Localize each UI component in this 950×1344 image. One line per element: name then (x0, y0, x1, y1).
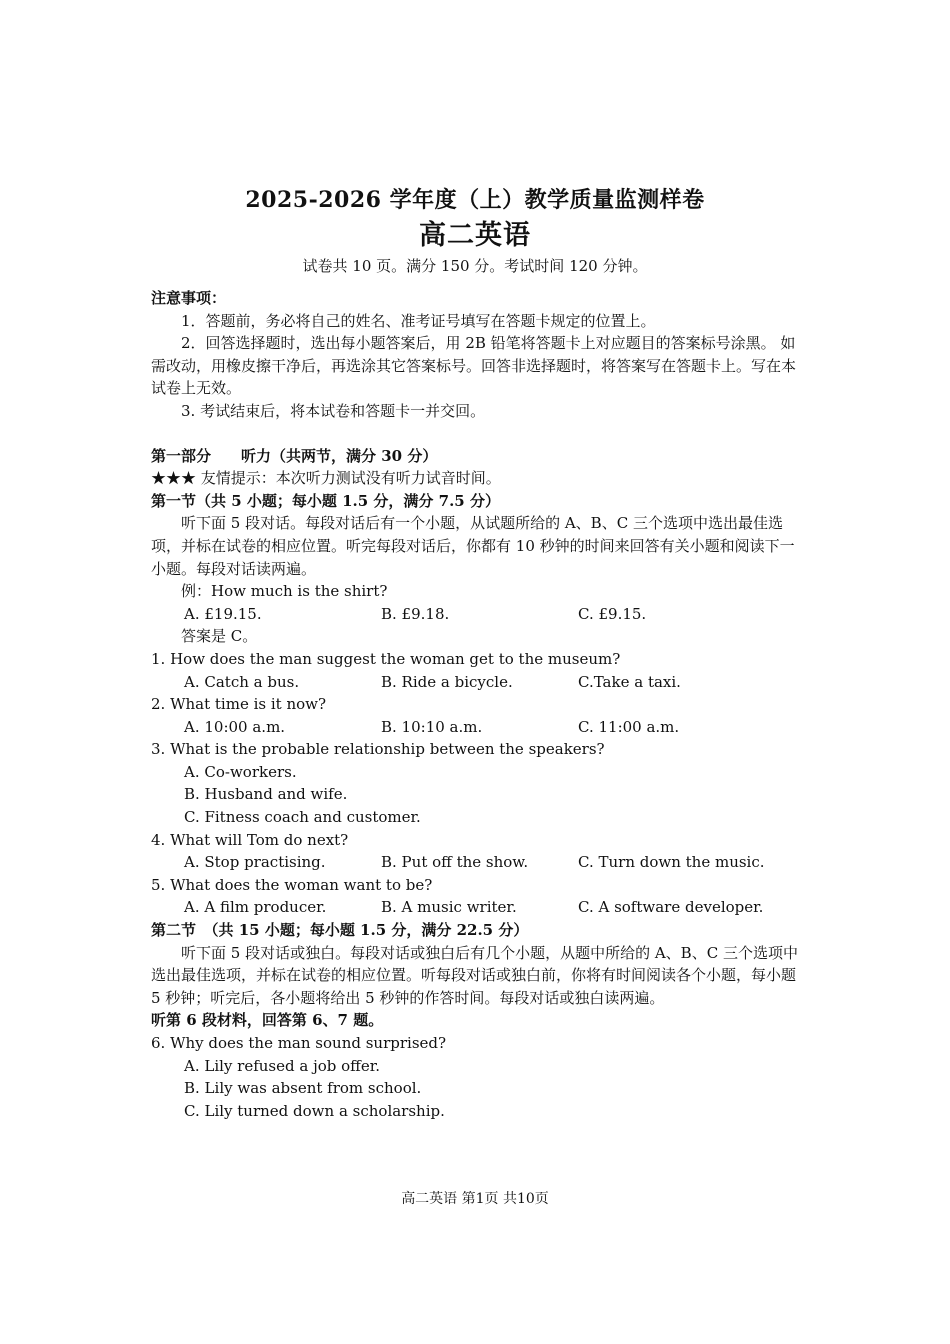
notice-heading: 注意事项： (151, 289, 227, 307)
example-option-c: C. £9.15. (578, 604, 647, 623)
option-c: C. Fitness coach and customer. (184, 808, 421, 827)
example-answer: 答案是 C。 (181, 627, 258, 646)
question-2-options (151, 716, 801, 739)
exam-info: 试卷共 10 页。满分 150 分。考试时间 120 分钟。 (302, 257, 648, 275)
exam-title: 2025-2026 学年度（上）教学质量监测样卷 (245, 187, 705, 213)
option-a: A. Stop practising. (184, 853, 326, 872)
example-option-a: A. £19.15. (184, 604, 262, 623)
question-4: 4. What will Tom do next? (151, 830, 349, 849)
example-option-b: B. £9.18. (381, 604, 450, 623)
page-footer: 高二英语 第1页 共10页 (401, 1191, 549, 1207)
question-5-options (151, 896, 801, 919)
question-4-options (151, 851, 801, 874)
notice-item-1: 1．答题前，务必将自己的姓名、准考证号填写在答题卡规定的位置上。 (181, 311, 656, 330)
option-c: C. Lily turned down a scholarship. (184, 1101, 445, 1120)
question-5: 5. What does the woman want to be? (151, 875, 433, 894)
section1-heading: 第一节（共 5 小题；每小题 1.5 分，满分 7.5 分） (151, 491, 500, 510)
spacer (151, 423, 801, 445)
option-b: B. 10:10 a.m. (381, 717, 483, 736)
option-b: B. Lily was absent from school. (184, 1079, 422, 1098)
notice-item-2: 2．回答选择题时，选出每小题答案后，用 2B 铅笔将答题卡上对应题目的答案标号涂黑。 如需改动，用橡皮擦干净后，再选涂其它答案标号。回答非选择题时，将答案写在答题卡上。写在本试卷上无效。 (151, 334, 797, 398)
section1-instructions: 听下面 5 段对话。每段对话后有一个小题，从试题所给的 A、B、C 三个选项中选出最佳选项，并标在试卷的相应位置。听完每段对话后，你都有 10 秒钟的时间来回答有关小题和阅读下一小题。每段对话读两遍。 (151, 514, 795, 578)
option-c: C. Turn down the music. (578, 853, 765, 872)
option-c: C.Take a taxi. (578, 672, 681, 691)
option-b: B. A music writer. (381, 898, 517, 917)
listening-tip: ★★★ 友情提示：本次听力测试没有听力试音时间。 (151, 469, 501, 488)
option-a: A. Catch a bus. (184, 672, 300, 691)
option-a: A. Lily refused a job offer. (184, 1056, 380, 1075)
section2-instructions: 听下面 5 段对话或独白。每段对话或独白后有几个小题，从题中所给的 A、B、C 三个选项中选出最佳选项，并标在试卷的相应位置。听每段对话或独白前，你将有时间阅读各个小题，每小题 5 秒钟；听完后，各小题将给出 5 秒钟的作答时间。每段对话或独白读两遍。 (151, 943, 798, 1007)
section2-heading: 第二节 （共 15 小题；每小题 1.5 分，满分 22.5 分） (151, 921, 529, 940)
part1-heading: 第一部分 听力（共两节，满分 30 分） (151, 446, 438, 465)
question-6: 6. Why does the man sound surprised? (151, 1034, 447, 1052)
option-c: C. A software developer. (578, 898, 764, 917)
subject-title: 高二英语 (419, 220, 531, 251)
option-b: B. Ride a bicycle. (381, 672, 513, 691)
option-a: A. Co-workers. (184, 762, 297, 781)
question-1: 1. How does the man suggest the woman get to the museum? (151, 649, 621, 668)
question-2: 2. What time is it now? (151, 695, 327, 714)
example-question: 例：How much is the shirt? (181, 582, 388, 601)
example-options (151, 603, 801, 626)
option-b: B. Put off the show. (381, 853, 529, 872)
notice-item-3: 3. 考试结束后，将本试卷和答题卡一并交回。 (181, 401, 486, 420)
material-6-heading: 听第 6 段材料，回答第 6、7 题。 (151, 1011, 384, 1030)
question-1-options (151, 671, 801, 694)
option-a: A. 10:00 a.m. (184, 717, 286, 736)
question-3: 3. What is the probable relationship between the speakers? (151, 740, 605, 759)
option-c: C. 11:00 a.m. (578, 717, 680, 736)
exam-content (151, 287, 801, 1122)
option-b: B. Husband and wife. (184, 785, 348, 804)
option-a: A. A film producer. (184, 898, 327, 917)
